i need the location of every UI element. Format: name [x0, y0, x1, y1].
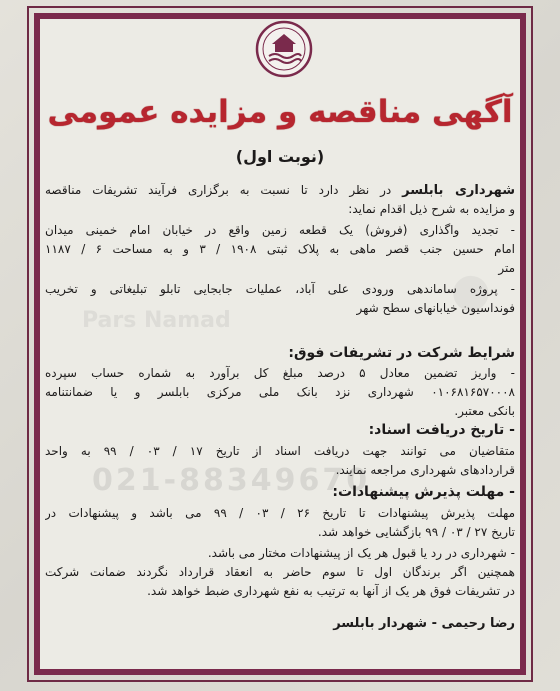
deadline-heading: - مهلت پذیرش پیشنهادات:	[332, 484, 515, 500]
intro-line-2: و مزایده به شرح ذیل اقدام نماید:	[348, 202, 515, 216]
item1-line-1: - تجدید واگذاری (فروش) یک قطعه زمین واقع در خیابان امام خمینی میدان	[45, 223, 515, 237]
notice-body	[42, 18, 518, 668]
intro-lead: شهرداری بابلسر	[402, 183, 515, 198]
final-line-1: - شهرداری در رد یا قبول هر یک از پیشنهادات مختار می باشد.	[207, 546, 515, 560]
watermark-phone: 021-88349670	[92, 463, 371, 498]
conditions-line-3: بانکی معتبر.	[454, 404, 515, 418]
municipality-logo-icon	[255, 20, 313, 78]
receipt-line-1: متقاضیان می توانند جهت دریافت اسناد از تاریخ ۱۷ / ۰۳ / ۹۹ به واحد	[45, 444, 515, 458]
receipt-heading: - تاریخ دریافت اسناد:	[368, 422, 515, 438]
conditions-line-1: - واریز تضمین معادل ۵ درصد مبلغ کل برآورد به شماره حساب سپرده	[45, 366, 515, 380]
item2-line-1: - پروژه ساماندهی ورودی علی آباد، عملیات جابجایی تابلو تبلیغاتی و تخریب	[45, 282, 515, 296]
conditions-heading: شرایط شرکت در تشریفات فوق:	[288, 345, 515, 361]
deadline-line-2: تاریخ ۲۷ / ۰۳ / ۹۹ بازگشایی خواهد شد.	[317, 525, 515, 539]
receipt-line-2: قراردادهای شهرداری مراجعه نمایند.	[335, 463, 515, 477]
item2-line-2: فونداسیون خیابانهای سطح شهر	[356, 301, 515, 315]
watermark-latin: Pars Namad	[82, 308, 231, 333]
deadline-line-1: مهلت پذیرش پیشنهادات تا تاریخ ۲۶ / ۰۳ / ۹۹ می باشد و پیشنهادات در	[45, 506, 515, 520]
notice-subtitle: (نوبت اول)	[235, 147, 325, 166]
notice-title: آگهی مناقصه و مزایده عمومی	[47, 94, 513, 130]
intro-rest: در نظر دارد تا نسبت به برگزاری فرآیند تشریفات مناقصه	[45, 183, 403, 197]
signature: رضا رحیمی - شهردار بابلسر	[333, 616, 515, 631]
watermark-persian: ●	[446, 259, 494, 319]
final-line-3: در تشریفات فوق هر یک از آنها به ترتیب به نفع شهرداری ضبط خواهد شد.	[147, 584, 515, 598]
item1-line-3: متر	[498, 261, 515, 275]
intro-line-1	[45, 181, 515, 200]
conditions-line-2: ۰۱۰۶۸۱۶۵۷۰۰۰۸ شهرداری نزد بانک ملی مرکزی بابلسر و یا ضمانتنامه	[45, 385, 515, 399]
item1-line-2: امام حسین جنب قصر ماهی به پلاک ثبتی ۱۹۰۸ / ۳ و به مساحت ۶ / ۱۱۸۷	[45, 242, 515, 256]
final-line-2: همچنین اگر برندگان اول تا سوم حاضر به انعقاد قرارداد نگردند ضمانت شرکت	[45, 565, 515, 579]
